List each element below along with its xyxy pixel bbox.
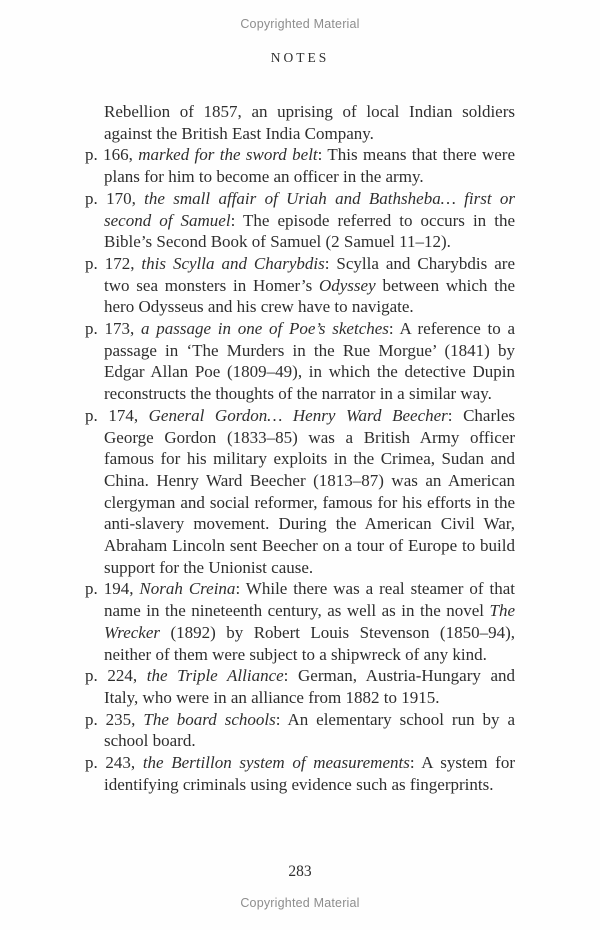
note-page-label: p. 173, bbox=[85, 319, 141, 339]
copyright-notice-bottom: Copyrighted Material bbox=[240, 896, 360, 910]
note-lemma: the Triple Alliance bbox=[146, 666, 284, 686]
notes-list bbox=[85, 101, 515, 796]
note-text: : Charles George Gordon (1833–85) was a British Army officer famous for his military exploits in the Crimea, Sudan and China. Henry Ward Beecher (1813–87) was an American clergyman and social reformer, famous for his efforts in the anti-slavery movement. During the American Civil War, Abraham Lincoln sent Beecher on a tour of Europe to build support for the Unionist cause. bbox=[104, 405, 516, 577]
note-text: : While there was a real steamer of that name in the nineteenth century, as well as in the novel bbox=[104, 579, 516, 621]
note-page-label: p. 224, bbox=[85, 666, 147, 686]
note-text: : German, Austria-Hungary and Italy, who were in an alliance from 1882 to 1915. bbox=[104, 666, 516, 707]
note-lemma: The Wrecker bbox=[104, 601, 515, 642]
note-lemma: the Bertillon system of measurements bbox=[142, 753, 410, 773]
note-entry bbox=[85, 709, 515, 752]
note-entry bbox=[85, 188, 515, 253]
note-text: : A reference to a passage in ‘The Murders in the Rue Morgue’ (1841) by Edgar Allan Poe (1809–49), in which the detective Dupin reconstructs the thoughts of the narrator in a similar way. bbox=[104, 319, 515, 404]
note-text: : This means that there were plans for him to become an officer in the army. bbox=[104, 145, 515, 187]
note-lemma: a passage in one of Poe’s sketches bbox=[141, 319, 389, 339]
note-entry bbox=[85, 101, 515, 144]
note-lemma: this Scylla and Charybdis bbox=[141, 253, 325, 273]
note-entry bbox=[85, 665, 515, 708]
note-lemma: Norah Creina bbox=[139, 579, 236, 599]
note-entry bbox=[85, 578, 515, 665]
copyright-notice-top: Copyrighted Material bbox=[240, 17, 360, 31]
note-entry bbox=[85, 144, 515, 187]
note-text: Rebellion of 1857, an uprising of local Indian soldiers against the British East India Company. bbox=[104, 102, 515, 143]
note-text: (1892) by Robert Louis Stevenson (1850–94), neither of them were subject to a shipwreck of any kind. bbox=[104, 622, 515, 664]
note-entry bbox=[85, 405, 515, 579]
note-page-label: p. 235, bbox=[85, 709, 144, 729]
note-page-label: p. 194, bbox=[85, 579, 140, 599]
note-lemma: the small affair of Uriah and Bathsheba… first or second of Samuel bbox=[104, 188, 515, 230]
note-page-label: p. 166, bbox=[85, 145, 139, 165]
note-entry bbox=[85, 253, 515, 318]
note-text: : The episode referred to occurs in the Bible’s Second Book of Samuel (2 Samuel 11–12). bbox=[104, 210, 515, 252]
note-lemma: Odyssey bbox=[318, 275, 376, 295]
note-lemma: marked for the sword belt bbox=[138, 145, 318, 165]
note-text: between which the hero Odysseus and his crew have to navigate. bbox=[104, 275, 515, 317]
page-number: 283 bbox=[288, 863, 312, 880]
note-page-label: p. 174, bbox=[85, 405, 149, 425]
note-entry bbox=[85, 318, 515, 405]
page-title: NOTES bbox=[270, 50, 330, 65]
note-page-label: p. 172, bbox=[85, 253, 142, 273]
note-text: : A system for identifying criminals using evidence such as fingerprints. bbox=[104, 753, 516, 794]
note-text: : An elementary school run by a school board. bbox=[104, 709, 515, 751]
note-page-label: p. 243, bbox=[85, 753, 143, 773]
note-lemma: The board schools bbox=[143, 709, 276, 729]
note-entry bbox=[85, 752, 515, 795]
note-text: : Scylla and Charybdis are two sea monsters in Homer’s bbox=[104, 253, 515, 295]
note-page-label: p. 170, bbox=[85, 188, 145, 208]
note-lemma: General Gordon… Henry Ward Beecher bbox=[148, 405, 448, 425]
